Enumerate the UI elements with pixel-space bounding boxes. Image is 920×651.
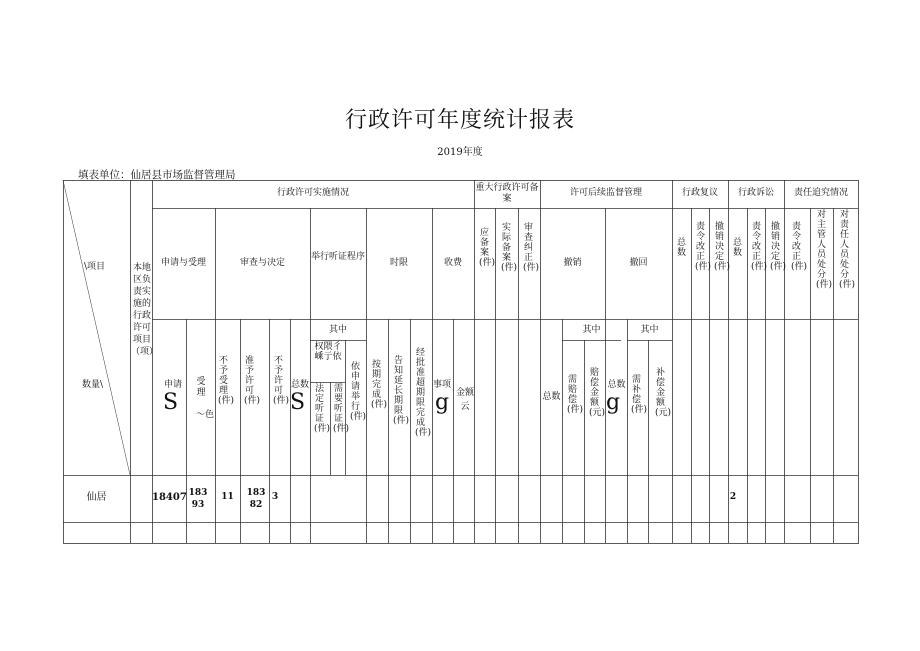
- cell-not-permitted: 3: [271, 492, 279, 502]
- header-hearing: 举行听证程序: [310, 252, 365, 262]
- sub-garbled: 权隈彳嵊亍依: [314, 342, 342, 362]
- header-fee: 收费: [443, 258, 462, 268]
- row-label: 仙居: [86, 492, 107, 503]
- table-border: [64, 181, 859, 544]
- header-lit-total: 总数: [732, 238, 742, 258]
- header-local: 本地区负责实施的行政许可项目（项）: [131, 263, 159, 357]
- sub-not-permitted: 不予许可(件): [273, 356, 290, 406]
- header-impl: 行政许可实施情况: [276, 188, 349, 198]
- sub-applied-hearing: 依申请举行(件): [350, 362, 367, 422]
- cell-not-accepted: 11: [221, 492, 234, 502]
- sub-fee-amount: 金额云: [455, 388, 474, 412]
- sub-apply: 申请: [164, 380, 183, 390]
- header-actual-filed: 实际备案(件): [501, 223, 518, 273]
- cell-apply: 18407: [152, 492, 187, 503]
- sub-accepted: 受理: [196, 377, 206, 398]
- qty-label: 数量\: [82, 380, 104, 390]
- glyph-g1: g: [435, 390, 450, 415]
- sub-accepted-suffix: ～色: [196, 410, 215, 420]
- cell-permitted: 18382: [246, 488, 266, 510]
- header-direct-person: 对责任人员处分(件): [839, 210, 856, 290]
- header-filed: 应备案(件): [479, 228, 496, 268]
- sub-supp-needed: 需补偿(件): [631, 375, 648, 415]
- header-timelimit: 时限: [389, 258, 408, 268]
- sub-fee-items: 事项: [433, 380, 452, 390]
- sub-not-accepted: 不予受理(件): [218, 356, 235, 406]
- header-main-person: 对主管人员处分(件): [816, 210, 833, 290]
- sub-supp-amount: 补偿金额(元): [655, 368, 672, 418]
- header-acc-order: 责令改正(件): [791, 222, 808, 272]
- cell-review-total: 2: [729, 492, 737, 502]
- glyph-s2: S: [290, 390, 306, 415]
- header-review-revoke: 撤销决定(件): [714, 222, 731, 272]
- sub-overdue: 经批准超期限完成(件): [415, 348, 432, 438]
- page-title: 行政许可年度统计报表: [344, 108, 575, 133]
- filling-unit: 填表单位：仙居县市场监督管理局: [78, 169, 236, 181]
- header-review-order: 责令改正(件): [695, 222, 712, 272]
- report-year: 2019年度: [437, 147, 483, 158]
- sub-of-which-3: 其中: [640, 325, 659, 335]
- sub-revoke-total: 总数: [542, 392, 561, 402]
- header-decide: 审查与决定: [239, 258, 285, 268]
- header-review-total: 总数: [676, 238, 686, 258]
- sub-legal-hearing: 法定听证(件): [314, 384, 331, 434]
- header-lit-revoke: 撤销决定(件): [770, 222, 787, 272]
- glyph-s1: S: [163, 390, 179, 415]
- sub-need-hearing: 需要听证(件): [333, 384, 350, 434]
- sub-on-time: 按期完成(件): [371, 360, 388, 410]
- header-corrected: 审查纠正(件): [523, 223, 540, 273]
- header-apply: 申请与受理: [160, 258, 206, 268]
- sub-extended: 告知延长期限(件): [393, 356, 410, 426]
- sub-hearing-total: 总数: [290, 380, 309, 390]
- sub-of-which-1: 其中: [328, 325, 347, 335]
- sub-permitted: 准予许可(件): [244, 356, 261, 406]
- glyph-g2: g: [606, 390, 621, 415]
- header-review: 行政复议: [681, 188, 718, 198]
- item-label: \项目: [84, 262, 106, 272]
- header-litigation: 行政诉讼: [737, 188, 774, 198]
- sub-comp-needed: 需赔偿(件): [567, 375, 584, 415]
- cell-accepted: 18393: [188, 488, 208, 510]
- header-major: 重大行政许可备案: [475, 183, 539, 204]
- header-lit-order: 责令改正(件): [751, 222, 768, 272]
- sub-withdraw-total: 总数: [607, 380, 626, 390]
- sub-comp-amount: 赔偿金额(元): [589, 368, 606, 418]
- sub-of-which-2: 其中: [582, 325, 601, 335]
- header-accountability: 责任追究情况: [793, 188, 848, 198]
- header-supervise: 许可后续监督管理: [569, 188, 642, 198]
- header-withdraw: 撤回: [629, 258, 648, 268]
- header-revoke: 撤销: [563, 258, 582, 268]
